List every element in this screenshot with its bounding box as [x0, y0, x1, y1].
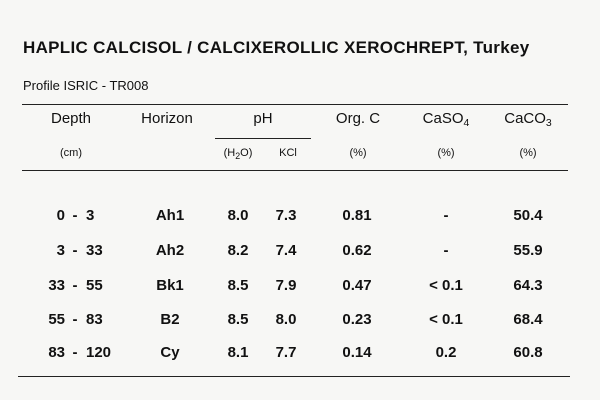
caco3-cell: 60.8 — [513, 344, 543, 361]
org-c-cell: 0.23 — [342, 311, 372, 328]
header-bottom-rule — [22, 170, 568, 171]
depth-dash: - — [72, 311, 78, 328]
org-c-cell: 0.81 — [342, 207, 372, 224]
horizon-cell: B2 — [160, 311, 180, 328]
ph-kcl-cell: 8.0 — [275, 311, 297, 328]
unit-caso4: (%) — [437, 147, 455, 159]
table-row — [0, 207, 600, 227]
horizon-cell: Ah2 — [155, 242, 185, 259]
org-c-cell: 0.62 — [342, 242, 372, 259]
depth-to: 3 — [86, 207, 95, 224]
caco3-cell: 50.4 — [513, 207, 543, 224]
profile-label: Profile ISRIC - TR008 — [23, 78, 149, 93]
caso4-cell: - — [443, 242, 449, 259]
depth-from: 83 — [48, 344, 65, 361]
ph-h2o-cell: 8.5 — [227, 277, 249, 294]
caco3-cell: 68.4 — [513, 311, 543, 328]
header-caso4-base: CaSO — [422, 110, 464, 127]
horizon-cell: Ah1 — [155, 207, 185, 224]
depth-from: 0 — [56, 207, 65, 224]
ph-h2o-cell: 8.1 — [227, 344, 249, 361]
header-caco3 — [504, 110, 552, 129]
header-ph: pH — [253, 110, 273, 127]
ph-kcl-cell: 7.4 — [275, 242, 297, 259]
depth-dash: - — [72, 242, 78, 259]
ph-h2o-cell: 8.5 — [227, 311, 249, 328]
depth-from: 55 — [48, 311, 65, 328]
table-top-rule — [22, 104, 568, 105]
header-caso4-sub: 4 — [463, 117, 470, 129]
caso4-cell: - — [443, 207, 449, 224]
caco3-cell: 64.3 — [513, 277, 543, 294]
document-title: HAPLIC CALCISOL / CALCIXEROLLIC XEROCHREPT, Turkey — [23, 38, 530, 57]
depth-to: 83 — [86, 311, 103, 328]
unit-depth: (cm) — [60, 147, 82, 159]
depth-to: 33 — [86, 242, 103, 259]
header-horizon: Horizon — [141, 110, 193, 127]
table-row — [0, 344, 600, 364]
ph-h2o-cell: 8.2 — [227, 242, 249, 259]
header-caco3-base: CaCO — [504, 110, 546, 127]
horizon-cell: Bk1 — [156, 277, 184, 294]
ph-kcl-cell: 7.9 — [275, 277, 297, 294]
header-org-c: Org. C — [335, 110, 381, 127]
caso4-cell: < 0.1 — [429, 311, 463, 328]
header-depth: Depth — [50, 110, 92, 127]
unit-ph-h2o — [224, 147, 253, 161]
depth-dash: - — [72, 277, 78, 294]
org-c-cell: 0.14 — [342, 344, 372, 361]
table-row — [0, 242, 600, 262]
depth-dash: - — [72, 207, 78, 224]
horizon-cell: Cy — [160, 344, 180, 361]
ph-subheader-rule — [215, 138, 311, 139]
header-caso4 — [423, 110, 470, 129]
caso4-cell: 0.2 — [435, 344, 457, 361]
table-row — [0, 277, 600, 297]
caso4-cell: < 0.1 — [429, 277, 463, 294]
depth-from: 33 — [48, 277, 65, 294]
depth-to: 120 — [86, 344, 112, 361]
unit-h2o-sub: 2 — [235, 151, 241, 161]
unit-org-c: (%) — [349, 147, 367, 159]
unit-h2o-open: (H — [223, 147, 236, 159]
ph-h2o-cell: 8.0 — [227, 207, 249, 224]
unit-caco3: (%) — [519, 147, 537, 159]
table-row — [0, 311, 600, 331]
org-c-cell: 0.47 — [342, 277, 372, 294]
depth-from: 3 — [56, 242, 65, 259]
unit-ph-kcl: KCl — [279, 147, 297, 159]
unit-h2o-close: O) — [240, 147, 253, 159]
ph-kcl-cell: 7.3 — [275, 207, 297, 224]
depth-to: 55 — [86, 277, 103, 294]
caco3-cell: 55.9 — [513, 242, 543, 259]
header-caco3-sub: 3 — [545, 117, 552, 129]
depth-dash: - — [72, 344, 78, 361]
ph-kcl-cell: 7.7 — [275, 344, 297, 361]
table-bottom-rule — [18, 376, 570, 377]
